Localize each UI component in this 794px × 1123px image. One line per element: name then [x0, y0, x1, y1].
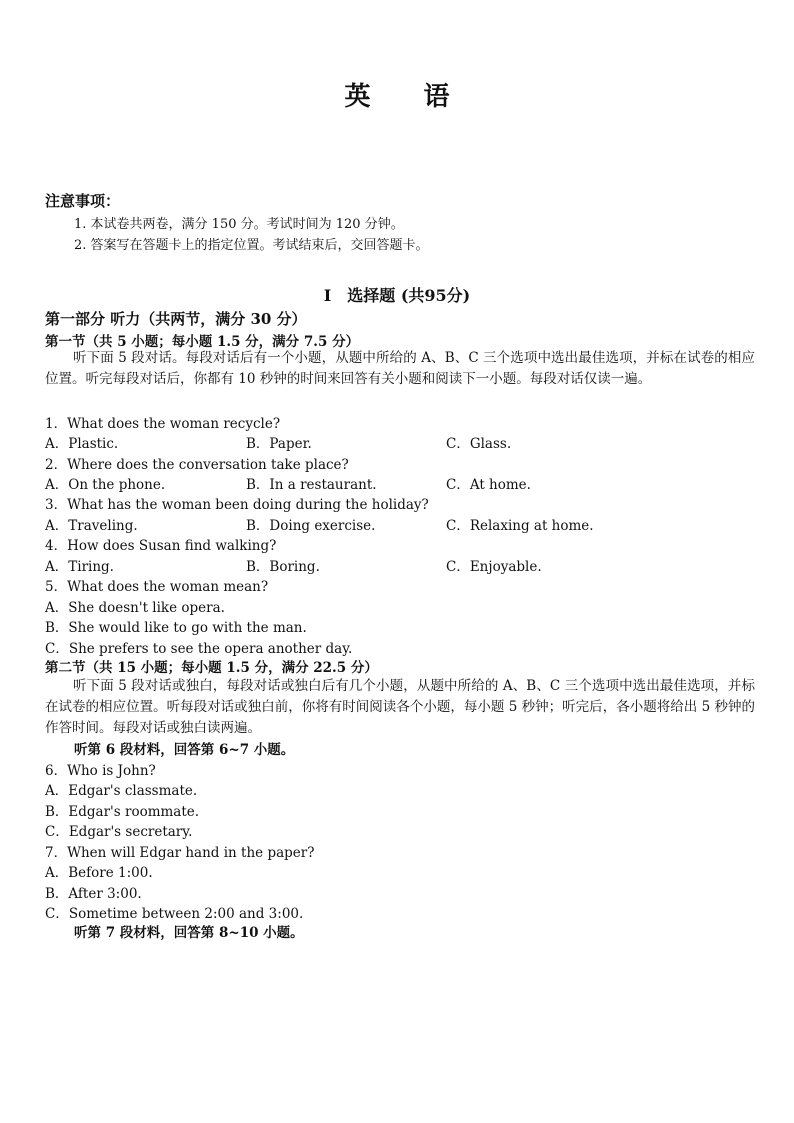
option-c: C．She prefers to see the opera another day. [45, 641, 353, 657]
option-b: B．She would like to go with the man. [45, 620, 307, 636]
section2-heading: 第二节（共 15 小题；每小题 1.5 分，满分 22.5 分） [45, 660, 378, 676]
question-stem: 1．What does the woman recycle? [45, 416, 281, 432]
option-a: A．Tiring. [45, 559, 114, 575]
option-c: C．Enjoyable. [446, 559, 542, 575]
option-c: C．Edgar's secretary. [45, 824, 193, 840]
question-stem: 4．How does Susan find walking? [45, 538, 277, 554]
notice-item: 2. 答案写在答题卡上的指定位置。考试结束后，交回答题卡。 [74, 238, 429, 253]
option-a: A．Edgar's classmate. [45, 783, 198, 799]
option-b: B．Paper. [246, 436, 312, 452]
option-b: B．After 3:00. [45, 886, 142, 902]
question-stem: 3．What has the woman been doing during the holiday? [45, 497, 429, 513]
notice-heading: 注意事项： [45, 192, 121, 210]
material-instruction: 听第 7 段材料，回答第 8~10 小题。 [74, 925, 304, 941]
option-a: A．Traveling. [45, 518, 138, 534]
section-title: I 选择题 (共95分) [323, 286, 471, 305]
option-c: C．Glass. [446, 436, 512, 452]
option-a: A．Before 1:00. [45, 865, 153, 881]
option-b: B．In a restaurant. [246, 477, 377, 493]
material-instruction: 听第 6 段材料，回答第 6~7 小题。 [74, 742, 295, 758]
option-b: B．Edgar's roommate. [45, 804, 200, 820]
question-stem: 6．Who is John? [45, 763, 156, 779]
part-title: 第一部分 听力（共两节，满分 30 分） [45, 310, 307, 328]
section1-heading: 第一节（共 5 小题；每小题 1.5 分，满分 7.5 分） [45, 334, 360, 350]
option-c: C．Relaxing at home. [446, 518, 594, 534]
question-stem: 2．Where does the conversation take place? [45, 457, 349, 473]
question-stem: 7．When will Edgar hand in the paper? [45, 845, 315, 861]
section2-instructions: 听下面 5 段对话或独白，每段对话或独白后有几个小题，从题中所给的 A、B、C 三个选项中选出最佳选项，并标在试卷的相应位置。听每段对话或独白前，你将有时间阅读各个小题，每小题 5 秒钟；听完后，各小题将给出 5 秒钟的作答时间。每段对话或独白读两遍。 [45, 678, 755, 736]
option-c: C．Sometime between 2:00 and 3:00. [45, 906, 304, 922]
option-b: B．Boring. [246, 559, 320, 575]
page-title: 英 语 [344, 82, 472, 112]
option-c: C．At home. [446, 477, 531, 493]
option-a: A．On the phone. [45, 477, 166, 493]
option-a: A．Plastic. [45, 436, 119, 452]
notice-item: 1. 本试卷共两卷，满分 150 分。考试时间为 120 分钟。 [74, 217, 404, 232]
option-a: A．She doesn't like opera. [45, 600, 225, 616]
section1-instructions: 听下面 5 段对话。每段对话后有一个小题，从题中所给的 A、B、C 三个选项中选出最佳选项，并标在试卷的相应位置。听完每段对话后，你都有 10 秒钟的时间来回答有关小题和阅读下一小题。每段对话仅读一遍。 [45, 350, 755, 387]
option-b: B．Doing exercise. [246, 518, 376, 534]
question-stem: 5．What does the woman mean? [45, 579, 269, 595]
